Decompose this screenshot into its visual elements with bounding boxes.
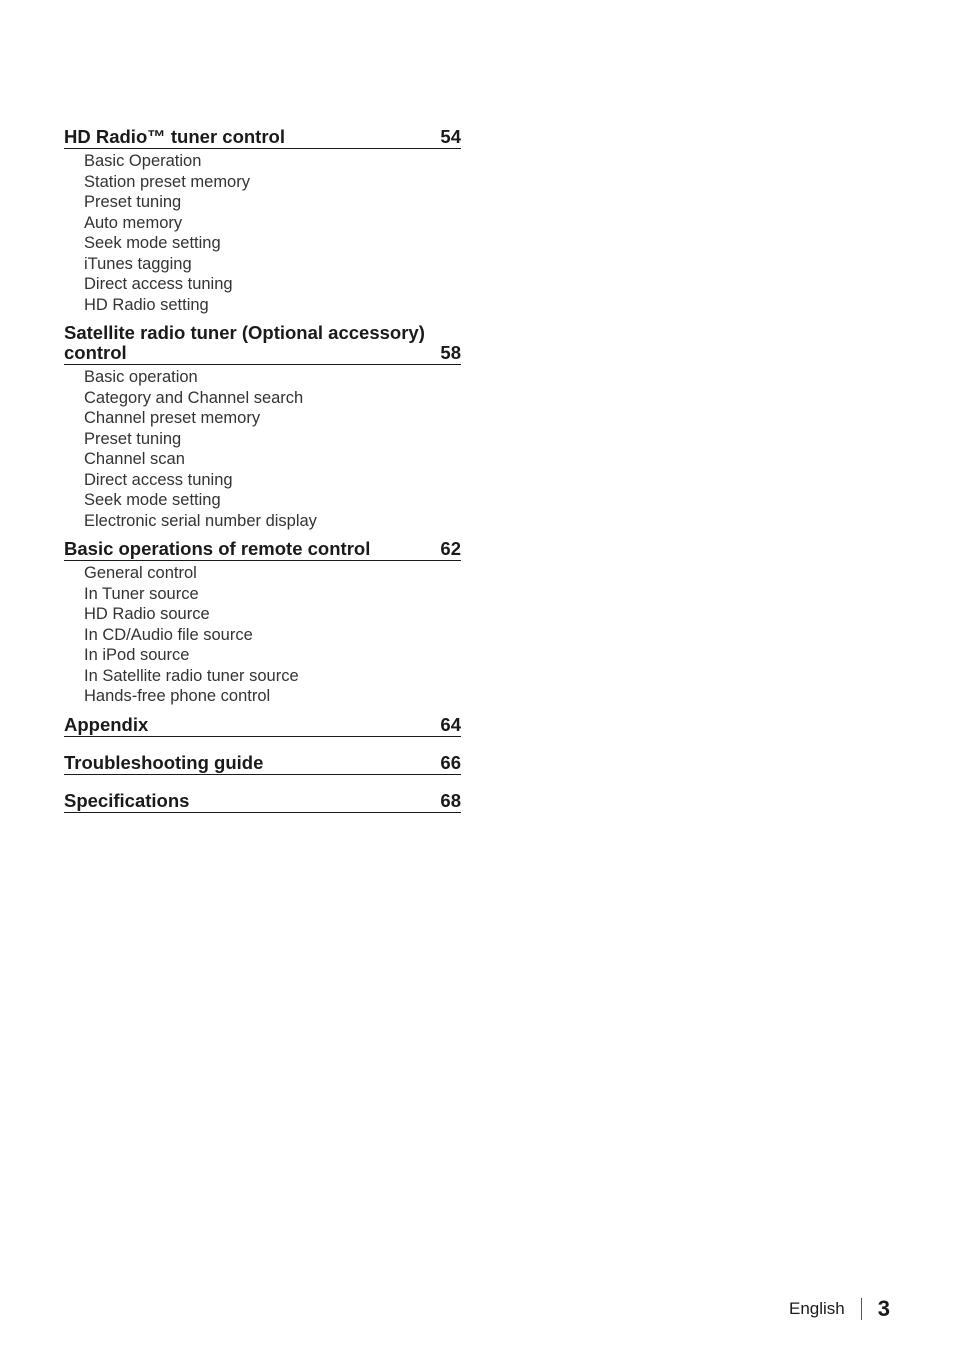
- toc-subitem[interactable]: Electronic serial number display: [84, 511, 317, 530]
- toc-subitem-list: [64, 561, 461, 707]
- toc-subitem[interactable]: HD Radio source: [84, 605, 210, 623]
- toc-subitem[interactable]: Auto memory: [84, 213, 183, 232]
- page-footer: [789, 1294, 890, 1324]
- toc-section: [64, 791, 461, 813]
- toc-section-heading[interactable]: [64, 323, 461, 365]
- toc-subitem[interactable]: Preset tuning: [84, 429, 182, 448]
- toc-subitem[interactable]: In Satellite radio tuner source: [84, 666, 299, 685]
- toc-section: [64, 539, 461, 707]
- toc-section-heading[interactable]: [64, 539, 461, 561]
- toc-subitem[interactable]: Direct access tuning: [84, 470, 233, 489]
- toc-section: [64, 715, 461, 737]
- toc-section: [64, 323, 461, 531]
- toc-subitem-list: [64, 149, 461, 315]
- toc-subitem[interactable]: Station preset memory: [84, 172, 250, 191]
- toc-section-title: Basic operations of remote control: [64, 538, 371, 559]
- toc-subitem[interactable]: iTunes tagging: [84, 254, 192, 273]
- toc-subitem[interactable]: Hands-free phone control: [84, 687, 271, 705]
- toc-subitem[interactable]: HD Radio setting: [84, 295, 209, 314]
- toc-subitem[interactable]: General control: [84, 564, 197, 582]
- toc-section-page: 62: [440, 538, 461, 559]
- toc-section-title: Appendix: [64, 713, 149, 735]
- toc-subitem[interactable]: In Tuner source: [84, 584, 199, 603]
- toc-subitem[interactable]: Channel scan: [84, 450, 185, 468]
- toc-section-title: Troubleshooting guide: [64, 751, 264, 773]
- footer-divider: [861, 1298, 862, 1320]
- toc-subitem[interactable]: In iPod source: [84, 646, 190, 664]
- toc-section-page: 58: [440, 342, 461, 363]
- toc-section-page: 64: [440, 713, 461, 735]
- toc-section-heading[interactable]: [64, 127, 461, 149]
- toc-subitem[interactable]: Basic operation: [84, 368, 198, 386]
- footer-language: English: [788, 1299, 845, 1318]
- footer-page-number: 3: [877, 1296, 890, 1321]
- toc-section-heading[interactable]: [64, 753, 461, 775]
- toc-section-page: 66: [440, 751, 461, 773]
- toc-subitem[interactable]: Category and Channel search: [84, 388, 304, 407]
- toc-section-heading[interactable]: [64, 715, 461, 737]
- toc-section-title: HD Radio™ tuner control: [64, 126, 285, 147]
- toc-section-page: 54: [440, 126, 461, 147]
- toc-subitem[interactable]: Channel preset memory: [84, 409, 261, 427]
- toc-subitem[interactable]: Seek mode setting: [84, 234, 221, 252]
- toc-subitem[interactable]: Preset tuning: [84, 193, 182, 211]
- toc-section: [64, 753, 461, 775]
- toc-section-heading[interactable]: [64, 791, 461, 813]
- toc-section-title: Specifications: [64, 789, 190, 811]
- toc-section-title: Satellite radio tuner (Optional accessory) control: [64, 322, 425, 363]
- toc-subitem[interactable]: Seek mode setting: [84, 491, 221, 509]
- toc-subitem-list: [64, 365, 461, 531]
- toc-subitem[interactable]: In CD/Audio file source: [84, 625, 253, 644]
- toc-section: [64, 127, 461, 315]
- toc-section-page: 68: [440, 789, 461, 811]
- table-of-contents: [64, 127, 461, 829]
- toc-subitem[interactable]: Basic Operation: [84, 152, 202, 170]
- toc-subitem[interactable]: Direct access tuning: [84, 275, 233, 293]
